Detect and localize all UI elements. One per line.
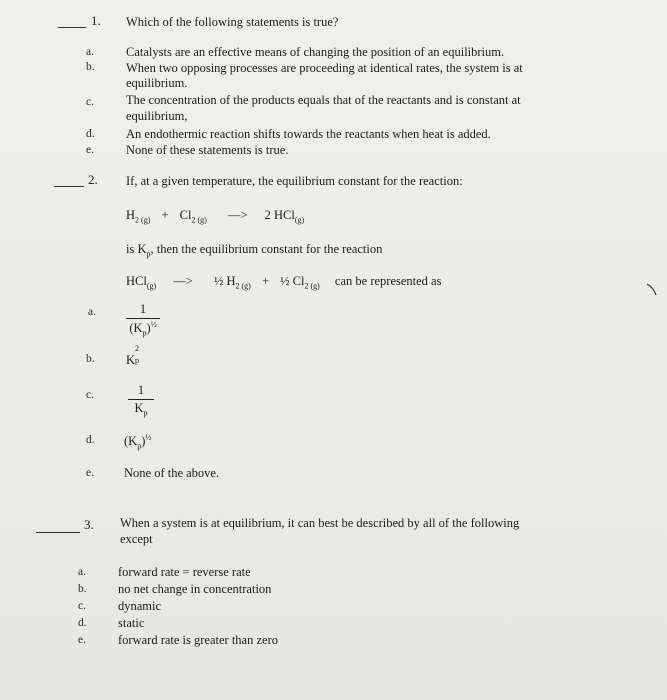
q2-choice-a-fraction: [126, 302, 160, 338]
q3-choice-e-text: forward rate is greater than zero: [118, 633, 278, 647]
fraction-denominator: $(K_p)^{\frac{1}{2}}$: [129, 320, 157, 338]
q1-choice-b-line1: When two opposing processes are proceeding at identical rates, the system is at: [126, 61, 523, 75]
product-half-cl2: ½ $Cl_{2 (g)}$: [280, 274, 320, 291]
q3-choice-c-text: dynamic: [118, 599, 162, 613]
q3-choice-a-letter: a.: [78, 566, 86, 578]
q2-choice-c-fraction: [128, 383, 154, 418]
q2-choice-d-expression: $(K_p)^{\frac{1}{2}}$: [124, 433, 152, 451]
q2-choice-a-letter: a.: [88, 306, 96, 318]
q2-choice-e-text: None of the above.: [124, 466, 220, 480]
answer-blank-q1: [58, 27, 86, 28]
q3-choice-b-letter: b.: [78, 583, 87, 595]
q3-choice-d-letter: d.: [78, 617, 87, 629]
q3-choice-b-text: no net change in concentration: [118, 582, 272, 596]
reaction-arrow-2: —>: [173, 274, 193, 288]
reactant-h2: $H_{2 (g)}$: [126, 208, 151, 225]
q2-choice-d-letter: d.: [86, 434, 95, 446]
question-1-prompt: Which of the following statements is true?: [126, 15, 339, 29]
q1-choice-e-text: None of these statements is true.: [126, 143, 289, 157]
q3-choice-c-letter: c.: [78, 600, 86, 612]
q2-choice-e-letter: e.: [86, 467, 94, 479]
question-3-prompt-line2: except: [120, 532, 153, 546]
q1-choice-c-line2: equilibrium,: [126, 109, 188, 123]
q1-choice-d-letter: d.: [86, 128, 95, 140]
plus-sign: +: [161, 208, 169, 222]
q1-choice-b-line2: equilibrium.: [126, 76, 188, 90]
fraction-numerator: 1: [139, 302, 147, 316]
question-3-prompt-line1: When a system is at equilibrium, it can best be described by all of the following: [120, 516, 520, 530]
question-2-prompt: If, at a given temperature, the equilibrium constant for the reaction:: [126, 174, 463, 188]
fraction-numerator-c: 1: [137, 383, 145, 397]
reaction-2-tail: can be represented as: [334, 274, 442, 288]
question-number-3: 3.: [84, 517, 94, 532]
reactant-cl2: $Cl_{2 (g)}$: [179, 208, 207, 225]
pen-mark: [644, 282, 660, 298]
plus-sign-2: +: [261, 274, 270, 288]
reaction-arrow: —>: [227, 208, 248, 222]
q1-choice-a-letter: a.: [86, 46, 94, 58]
q3-choice-e-letter: e.: [78, 634, 86, 646]
question-number-1: 1.: [91, 13, 101, 28]
reactant-hcl: HCl$_{(g)}$: [126, 274, 157, 291]
q1-choice-c-letter: c.: [86, 96, 94, 108]
q1-choice-a-text: Catalysts are an effective means of changing the position of an equilibrium.: [126, 45, 505, 59]
q1-choice-e-letter: e.: [86, 144, 94, 156]
answer-blank-q2: [54, 186, 84, 187]
product-half-h2: ½ $H_{2 (g)}$: [213, 274, 251, 291]
q1-choice-d-text: An endothermic reaction shifts towards the reactants when heat is added.: [126, 127, 491, 141]
fraction-denominator-c: $K_p$: [134, 401, 148, 418]
reaction-2: [126, 274, 441, 291]
q1-choice-b-letter: b.: [86, 61, 95, 73]
product-hcl: 2 HCl$_{(g)}$: [264, 208, 305, 225]
q2-choice-c-letter: c.: [86, 389, 94, 401]
answer-blank-q3: [36, 532, 80, 533]
q2-choice-b-expression: K 2 p: [126, 344, 140, 367]
question-2-middle-text: is $K_p$, then the equilibrium constant for the reaction: [126, 242, 383, 259]
q2-choice-b-letter: b.: [86, 353, 95, 365]
q3-choice-a-text: forward rate = reverse rate: [118, 565, 251, 579]
q1-choice-c-line1: The concentration of the products equals that of the reactants and is constant at: [126, 93, 521, 107]
reaction-1: [126, 208, 304, 225]
q3-choice-d-text: static: [118, 616, 145, 630]
question-number-2: 2.: [88, 172, 98, 187]
